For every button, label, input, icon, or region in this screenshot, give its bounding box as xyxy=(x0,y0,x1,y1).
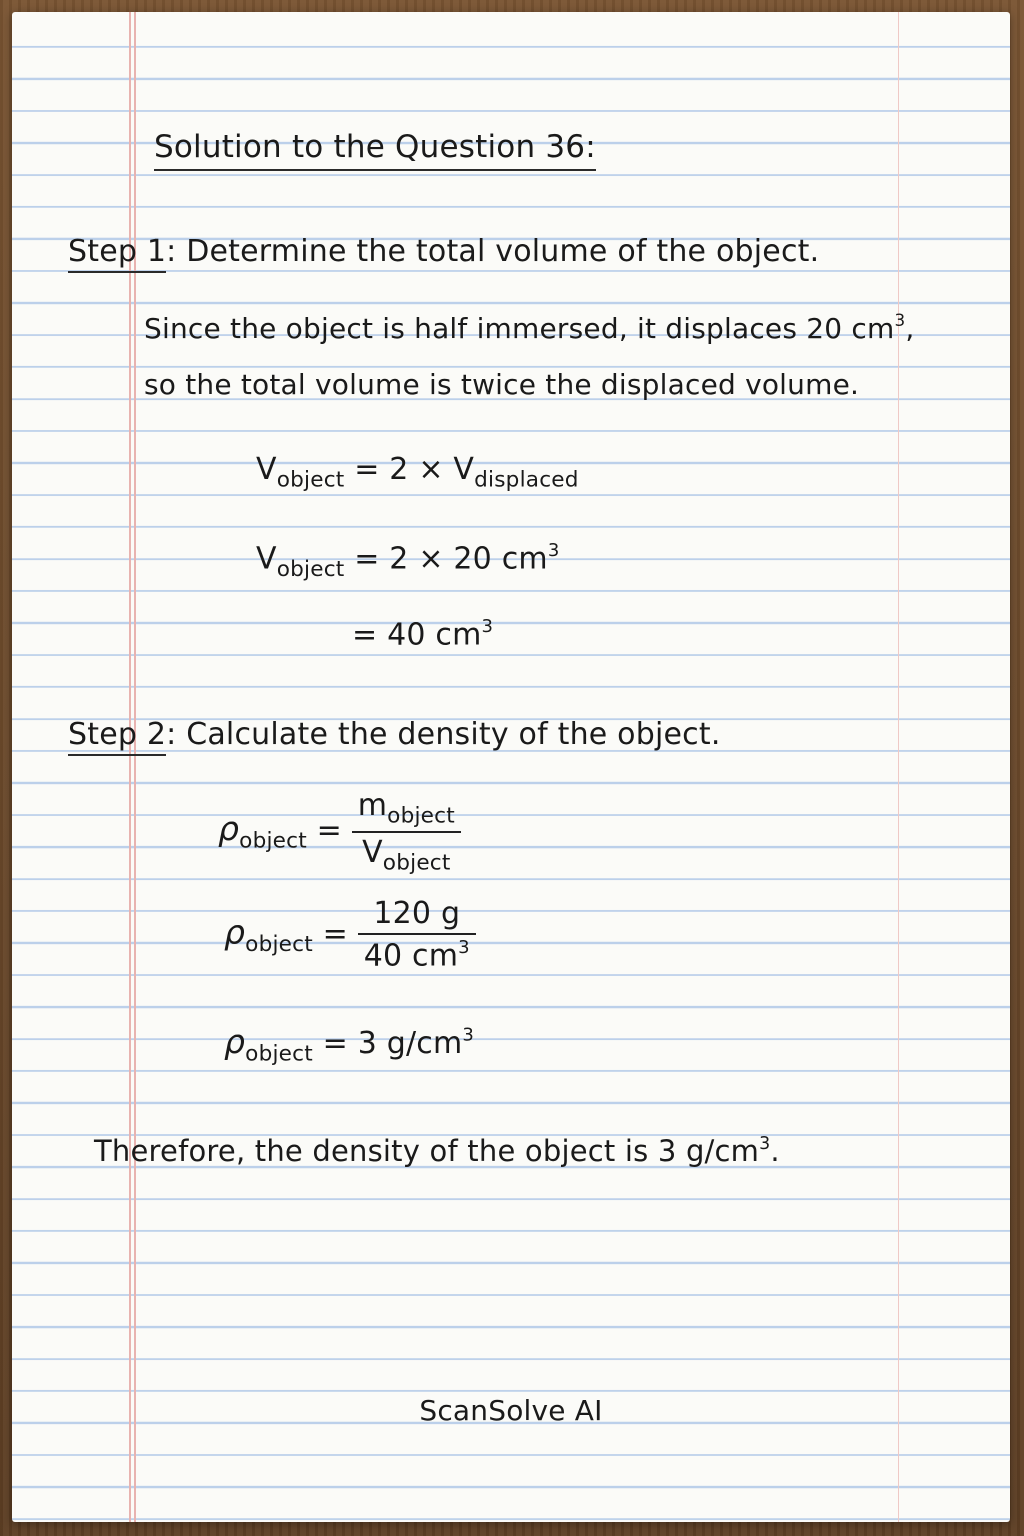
fraction-numerator xyxy=(352,788,461,833)
superscript-3: 3 xyxy=(894,310,906,330)
step2-label: Step 2 xyxy=(68,717,166,756)
eq-rhs: 3 g/cm xyxy=(357,1026,463,1061)
eq-op: = xyxy=(306,813,352,849)
step1-label: Step 1 xyxy=(68,234,166,273)
notebook-paper xyxy=(12,12,1010,1522)
superscript-3: 3 xyxy=(458,937,470,958)
superscript-3: 3 xyxy=(481,616,494,637)
rho-symbol: ρ xyxy=(224,1022,246,1061)
eq-rhs: 2 × V xyxy=(389,452,475,487)
denominator-symbol: V xyxy=(362,834,383,870)
step1-text-line2: so the total volume is twice the displaced volume. xyxy=(144,368,860,401)
step1-heading: Determine the total volume of the object. xyxy=(186,234,820,269)
conclusion-period: . xyxy=(770,1134,780,1169)
superscript-3: 3 xyxy=(759,1134,771,1154)
fraction-denominator xyxy=(358,935,476,974)
superscript-3: 3 xyxy=(462,1024,475,1046)
eq-rhs-sub: displaced xyxy=(474,467,579,493)
fraction-numerator: 120 g xyxy=(358,896,476,935)
conclusion-text: Therefore, the density of the object is 3 g/cm xyxy=(94,1134,760,1169)
eq-lhs-sub: object xyxy=(276,557,345,583)
step1-heading-line xyxy=(68,234,819,269)
fraction xyxy=(352,788,461,875)
eq-lhs-sub: object xyxy=(245,931,313,957)
eq-lhs-sub: object xyxy=(239,828,307,854)
eq-lhs-sub: object xyxy=(245,1041,313,1067)
eq-lhs-sub: object xyxy=(276,467,345,493)
eq-lhs: V xyxy=(256,541,277,577)
step2-heading: Calculate the density of the object. xyxy=(186,717,721,752)
step2-equation-2 xyxy=(224,896,476,974)
step1-equation-3 xyxy=(352,616,493,653)
denominator-sub: object xyxy=(382,850,451,876)
step2-equation-3 xyxy=(224,1022,474,1067)
conclusion xyxy=(94,1134,780,1168)
fraction xyxy=(358,896,476,974)
eq-op: = xyxy=(344,541,390,577)
eq-lhs: V xyxy=(256,452,277,487)
step2-equation-1 xyxy=(218,788,461,875)
numerator-symbol: m xyxy=(357,788,388,823)
step2-heading-line xyxy=(68,717,721,752)
rho-symbol: ρ xyxy=(224,912,246,952)
rho-symbol: ρ xyxy=(218,809,240,849)
brand-footer: ScanSolve AI xyxy=(419,1394,603,1427)
step1-equation-1 xyxy=(256,452,579,493)
eq-op: = xyxy=(312,916,358,952)
eq-op: = xyxy=(312,1026,358,1061)
step1-text-line1-main: Since the object is half immersed, it displaces 20 cm xyxy=(144,311,895,345)
denominator-value: 40 cm xyxy=(363,938,459,974)
eq-op: = xyxy=(352,617,388,653)
step1-text-line1-comma: , xyxy=(905,311,915,345)
eq-rhs: 40 cm xyxy=(387,617,482,653)
superscript-3: 3 xyxy=(547,540,560,561)
fraction-denominator xyxy=(352,833,461,876)
eq-rhs: 2 × 20 cm xyxy=(389,541,548,577)
step2-colon: : xyxy=(166,717,177,752)
step1-colon: : xyxy=(166,234,177,269)
step1-text-line1 xyxy=(144,310,914,345)
margin-line-right xyxy=(898,12,899,1522)
step1-equation-2 xyxy=(256,540,559,582)
page-title: Solution to the Question 36: xyxy=(154,129,596,171)
eq-op: = xyxy=(344,452,390,487)
numerator-sub: object xyxy=(387,803,455,829)
